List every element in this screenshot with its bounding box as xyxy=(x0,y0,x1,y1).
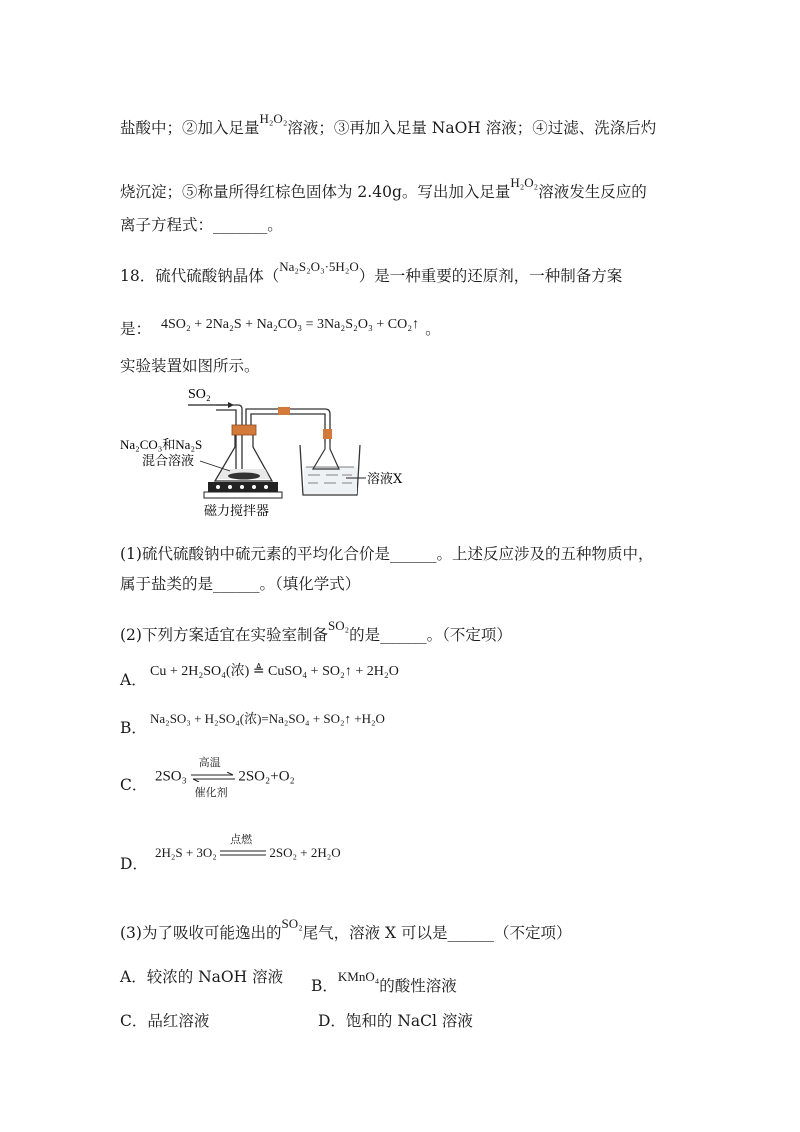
option-b-equation: Na₂SO₃ + H₂SO₄(浓)=Na₂SO₄ + SO₂↑ +H₂O xyxy=(150,711,385,726)
part-1-line-2: 属于盐类的是______。（填化学式） xyxy=(120,575,361,593)
mixture-label-line2: 混合溶液 xyxy=(142,454,195,469)
option-c-equation xyxy=(154,755,295,799)
option-b xyxy=(120,708,385,738)
option-c xyxy=(120,755,295,799)
equilibrium-arrow-icon xyxy=(191,772,235,782)
sodium-thiosulfate-formula: Na₂S₂O₃·5H₂O xyxy=(279,259,359,274)
kmno4-formula: KMnO₄ xyxy=(337,969,380,984)
option-3-c: C．品红溶液 xyxy=(120,1012,210,1030)
so2-formula: SO₂ xyxy=(327,618,350,633)
option-d-right: 2SO₂ + 2H₂O xyxy=(269,845,341,860)
condition-above: 点燃 xyxy=(230,833,253,847)
preparation-equation: 4SO₂ + 2Na₂S + Na₂CO₃ = 3Na₂S₂O₃ + CO₂↑ xyxy=(161,317,420,332)
inverted-funnel xyxy=(313,443,339,469)
q18-eq-pre: 是： xyxy=(120,320,152,338)
option-label: B． xyxy=(120,719,147,737)
line2-pre: 烧沉淀；⑤称量所得红棕色固体为 2.40g。写出加入足量 xyxy=(120,183,511,201)
p2-pre: (2)下列方案适宜在实验室制备 xyxy=(120,626,328,644)
line1-pre: 盐酸中；②加入足量 xyxy=(120,119,260,137)
stirrer-label: 磁力搅拌器 xyxy=(204,504,270,519)
equals-sign-icon xyxy=(220,849,266,857)
part-2-question xyxy=(120,615,512,646)
solution-x-label: 溶液X xyxy=(367,472,403,487)
option-3-b-pre: B． xyxy=(311,977,338,995)
experiment-apparatus-figure xyxy=(120,383,420,523)
option-a-equation: Cu + 2H₂SO₄(浓) ≜ CuSO₄ + SO₂↑ + 2H₂O xyxy=(150,664,399,679)
p3-pre: (3)为了吸收可能逸出的 xyxy=(120,924,282,942)
condition-above: 高温 xyxy=(198,755,221,769)
question-18-intro xyxy=(120,256,622,287)
device-intro: 实验装置如图所示。 xyxy=(120,357,260,375)
stirrer-dot xyxy=(252,485,256,489)
text-line-1 xyxy=(120,108,656,139)
h2o2-formula: H₂O₂ xyxy=(259,111,288,126)
p3-post: 尾气，溶液 X 可以是______（不定项） xyxy=(302,924,572,942)
rubber-connector xyxy=(323,429,332,439)
option-a xyxy=(120,660,399,690)
option-d-left: 2H₂S + 3O₂ xyxy=(154,845,217,860)
beaker-solution xyxy=(304,467,357,494)
reversible-arrow xyxy=(191,755,235,799)
stir-bar-and-crystals xyxy=(228,473,260,480)
option-3-b xyxy=(311,966,457,997)
so2-formula: SO₂ xyxy=(281,916,303,931)
stirrer-base xyxy=(204,492,282,498)
q18-post: ）是一种重要的还原剂，一种制备方案 xyxy=(358,267,623,285)
line2-post: 溶液发生反应的 xyxy=(538,183,647,201)
line1-post: 溶液；③再加入足量 NaOH 溶液；④过滤、洗涤后灼 xyxy=(287,119,657,137)
option-d-equation xyxy=(154,833,341,863)
option-label: C． xyxy=(120,776,148,794)
part-3-question xyxy=(120,913,572,944)
option-label: A． xyxy=(120,671,147,689)
q18-pre: 18．硫代硫酸钠晶体（ xyxy=(120,267,280,285)
so2-label: SO₂ xyxy=(188,387,211,402)
option-3-a: A．较浓的 NaOH 溶液 xyxy=(120,968,284,986)
stirrer-dot xyxy=(240,485,244,489)
option-c-left: 2SO₃ xyxy=(154,768,187,784)
condition-arrow xyxy=(220,833,266,863)
stirrer-dot xyxy=(264,485,268,489)
outlet-tube-inner xyxy=(251,414,325,443)
stirrer-dot xyxy=(228,485,232,489)
inlet-tube xyxy=(216,405,242,471)
option-3-b-post: 的酸性溶液 xyxy=(379,977,457,995)
mixture-label-line1: Na₂CO₃和Na₂S xyxy=(120,437,203,452)
flask-stopper xyxy=(232,425,256,435)
q18-eq-post: 。 xyxy=(425,320,441,338)
text-line-3: 离子方程式：_______。 xyxy=(120,216,283,234)
option-label: D． xyxy=(120,855,148,873)
option-3-d: D．饱和的 NaCl 溶液 xyxy=(318,1012,473,1030)
text-line-2 xyxy=(120,172,647,203)
rubber-connector xyxy=(278,407,290,415)
stirrer-dot xyxy=(216,485,220,489)
condition-below: 催化剂 xyxy=(194,785,228,799)
option-d xyxy=(120,833,341,874)
h2o2-formula: H₂O₂ xyxy=(510,175,539,190)
part-1-line-1: (1)硫代硫酸钠中硫元素的平均化合价是______。上述反应涉及的五种物质中， xyxy=(120,545,654,563)
p2-post: 的是______。（不定项） xyxy=(349,626,512,644)
question-18-equation-line xyxy=(120,314,441,340)
option-c-right: 2SO₂+O₂ xyxy=(238,768,295,784)
